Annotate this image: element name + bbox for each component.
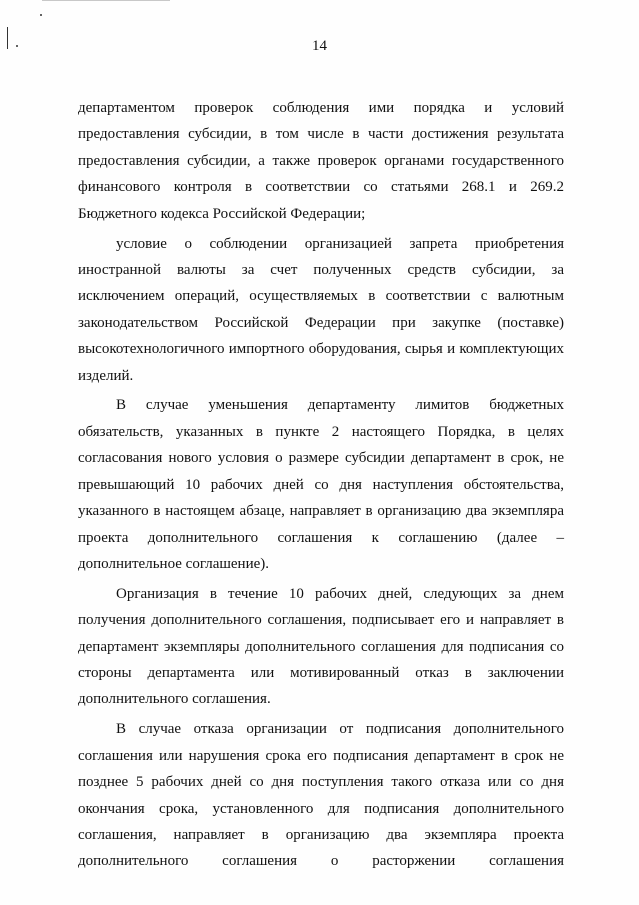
paragraph-control-checks: департаментом проверок соблюдения ими порядка и условий предоставления субсидии, в том числе в части достижения результата предоставления субсидии, а также проверок органами государственного финансового контроля в соответствии со статьями 268.1 и 269.2 Бюджетного кодекса Российской Федерации; [78, 100, 564, 222]
page-number: 14 [312, 38, 327, 54]
document-body [78, 95, 564, 878]
paragraph-organization-signing: Организация в течение 10 рабочих дней, следующих за днем получения дополнительного соглашения, подписывает его и направляет в департамент экземпляры дополнительного соглашения для подписания со стороны департамента или мотивированный отказ в заключении дополнительного соглашения. [78, 585, 564, 708]
paragraph-refusal-termination: В случае отказа организации от подписания дополнительного соглашения или нарушения срока его подписания департамент в срок не позднее 5 рабочих дней со дня поступления такого отказа или со дня окончания срока, установленного для подписания дополнительного соглашения, направляет в организацию два экземпляра проекта дополнительного соглашения о расторжении соглашения [78, 721, 564, 870]
scan-speck [40, 14, 42, 16]
scan-top-rule [42, 0, 170, 1]
paragraph-currency-condition: условие о соблюдении организацией запрета приобретения иностранной валюты за счет полученных средств субсидии, за исключением операций, осуществляемых в соответствии с валютным законодательством Российской Федерации при закупке (поставке) высокотехнологичного импортного оборудования, сырья и комплектующих изделий. [78, 235, 564, 384]
paragraph-limits-reduction: В случае уменьшения департаменту лимитов бюджетных обязательств, указанных в пункте 2 настоящего Порядка, в целях согласования нового условия о размере субсидии департамент в срок, не превышающий 10 рабочих дней со дня наступления обстоятельства, указанного в настоящем абзаце, направляет в организацию два экземпляра проекта дополнительного соглашения к соглашению (далее – дополнительное соглашение). [78, 397, 564, 572]
